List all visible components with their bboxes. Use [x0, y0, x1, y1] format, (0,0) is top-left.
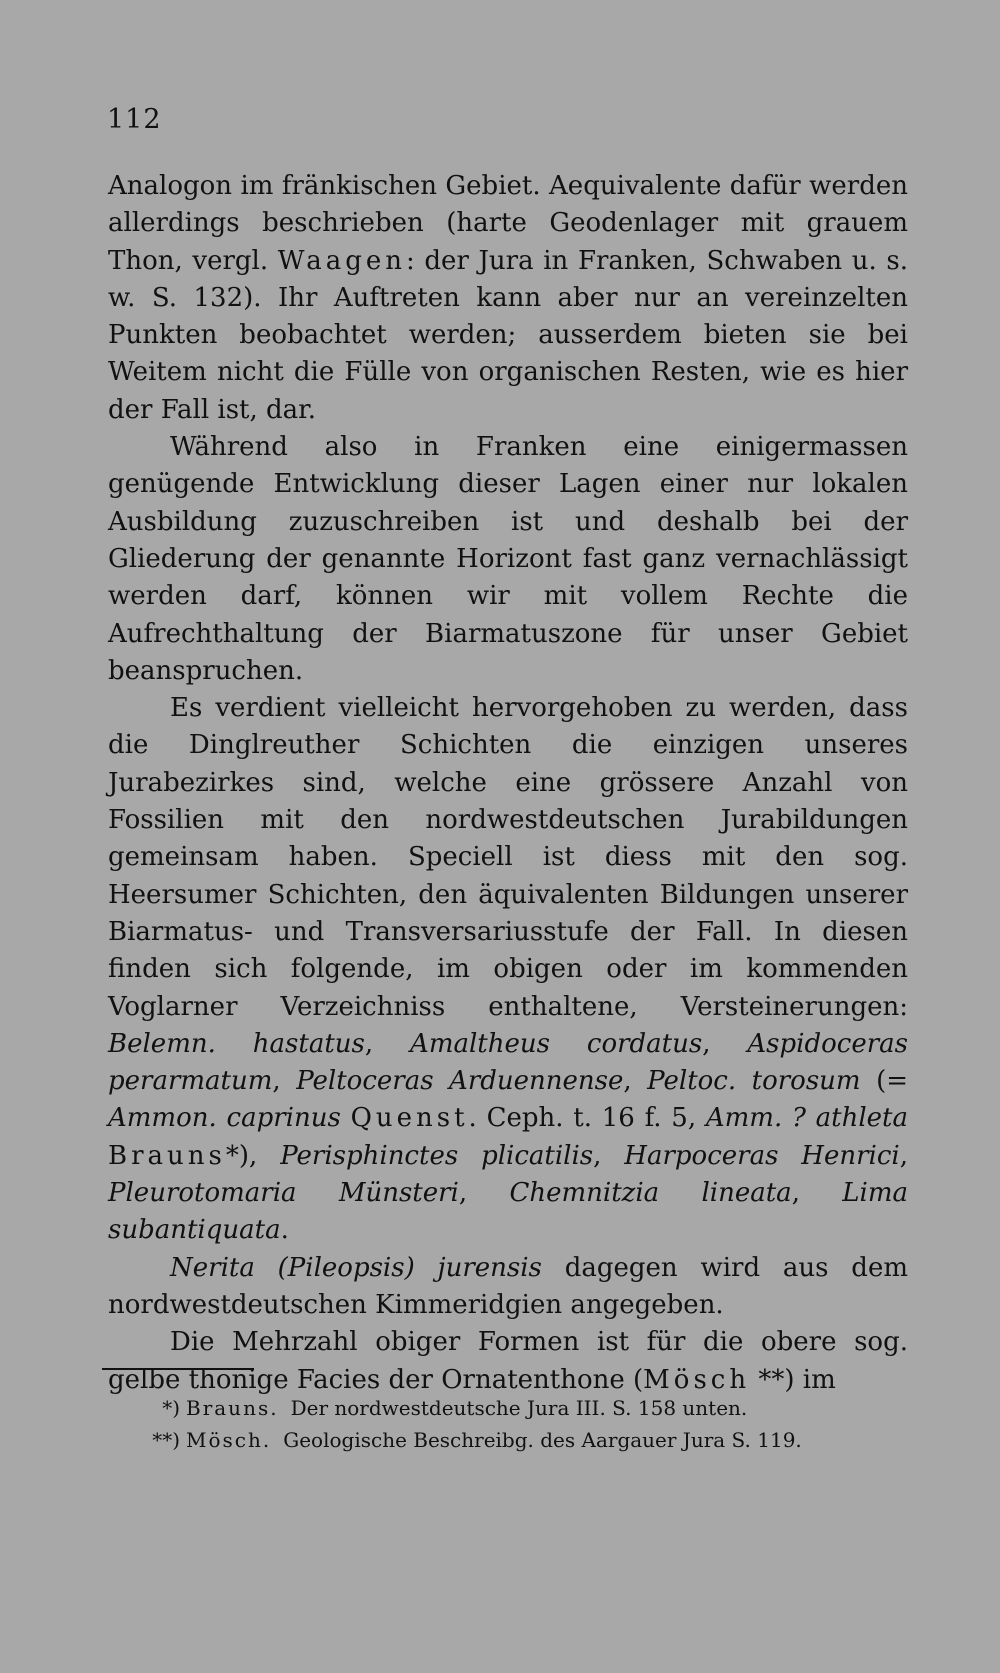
- text-run: dagegen wird aus dem nordwestdeutschen Kimmeridgien angegeben.: [108, 1252, 908, 1320]
- text-run: (=: [860, 1066, 908, 1097]
- text-run: **) im: [750, 1364, 836, 1395]
- text-run: ,: [272, 1066, 297, 1097]
- footnote-2: [150, 1424, 910, 1456]
- text-run: *),: [225, 1140, 281, 1171]
- footnote-text: Geologische Beschreibg. des Aargauer Jura S. 119.: [283, 1428, 802, 1452]
- species-name: Pleurotomaria Münsteri: [108, 1178, 459, 1209]
- footnote-text: Der nordwestdeutsche Jura III. S. 158 unten.: [290, 1396, 748, 1420]
- text-run: ,: [791, 1178, 843, 1209]
- species-name: Aspidoceras perarmatum: [108, 1028, 908, 1097]
- footnotes: [150, 1392, 910, 1456]
- text-run: . Ceph. t. 16 f. 5,: [468, 1103, 706, 1134]
- species-name: Perisphinctes plicatilis: [280, 1140, 594, 1171]
- species-name: Lima subantiquata: [108, 1178, 909, 1246]
- species-name: Peltoc. torosum: [647, 1066, 861, 1097]
- text-run: ,: [899, 1140, 908, 1171]
- text-run: .: [280, 1215, 289, 1246]
- species-name: Nerita (Pileopsis) jurensis: [170, 1252, 542, 1283]
- footnote-mark: **): [152, 1428, 180, 1452]
- text-run: Die Mehrzahl obiger Formen ist für die obere sog. gelbe thonige Facies der Ornatenthone (: [108, 1327, 908, 1395]
- species-name: Amaltheus cordatus: [410, 1028, 703, 1059]
- species-name: Ammon. caprinus: [108, 1103, 341, 1134]
- species-name: Chemnitzia lineata: [509, 1178, 792, 1209]
- text-run: ,: [364, 1028, 411, 1059]
- text-run: [341, 1103, 351, 1133]
- paragraph-4: [108, 1250, 908, 1325]
- body-text: [108, 168, 908, 1399]
- paragraph-5: [108, 1324, 908, 1399]
- paragraph-1: [108, 168, 908, 429]
- author-name: Quenst: [350, 1103, 469, 1134]
- species-name: Peltoceras Arduennense: [296, 1066, 624, 1097]
- footnote-author: Brauns.: [186, 1396, 279, 1420]
- author-name: Mösch: [643, 1364, 751, 1395]
- text-run: Analogon im fränkischen Gebiet. Aequivalente dafür werden allerdings beschrieben (harte Geodenlager mit grauem Thon, vergl.: [108, 171, 908, 276]
- species-name: Amm. ? athleta: [705, 1103, 909, 1134]
- footnote-mark: *): [162, 1396, 180, 1420]
- paragraph-2: Während also in Franken eine einigermassen genügende Entwicklung dieser Lagen einer nur lokalen Ausbildung zuzuschreiben ist und deshalb bei der Gliederung der genannte Horizont fast ganz vernachlässigt werden darf, können wir mit vollem Rechte die Aufrechthaltung der Biarmatuszone für unser Gebiet beanspruchen.: [108, 432, 908, 686]
- author-name: Brauns: [108, 1140, 226, 1171]
- text-run: Es verdient vielleicht hervorgehoben zu werden, dass die Dinglreuther Schichten die einzigen unseres Jurabezirkes sind, welche eine grössere Anzahl von Fossilien mit den nordwestdeutschen Jurabildungen gemeinsam haben. Speciell ist diess mit den sog. Heersumer Schichten, den äquivalenten Bildungen unserer Biarmatus- und Transversariusstufe der Fall. In diesen finden sich folgende, im obigen oder im kommenden Voglarner Verzeichniss enthaltene, Versteinerungen:: [108, 693, 908, 1022]
- species-name: Belemn. hastatus: [108, 1028, 365, 1059]
- author-name: Waagen: [277, 245, 407, 276]
- footnote-author: Mösch.: [186, 1428, 272, 1452]
- species-name: Harpoceras Henrici: [624, 1140, 900, 1171]
- text-run: ,: [458, 1178, 510, 1209]
- text-run: ,: [593, 1140, 625, 1171]
- footnote-1: [150, 1392, 910, 1424]
- text-run: ,: [623, 1066, 648, 1097]
- footnote-rule: [102, 1368, 254, 1370]
- paragraph-3: [108, 690, 908, 1249]
- text-run: ,: [702, 1028, 748, 1059]
- page-number: 112: [107, 104, 162, 135]
- text-run: : der Jura in Franken, Schwaben u. s. w. S. 132). Ihr Auftreten kann aber nur an vereinzelten Punkten beobachtet werden; ausserdem bieten sie bei Weitem nicht die Fülle von organischen Resten, wie es hier der Fall ist, dar.: [108, 245, 908, 425]
